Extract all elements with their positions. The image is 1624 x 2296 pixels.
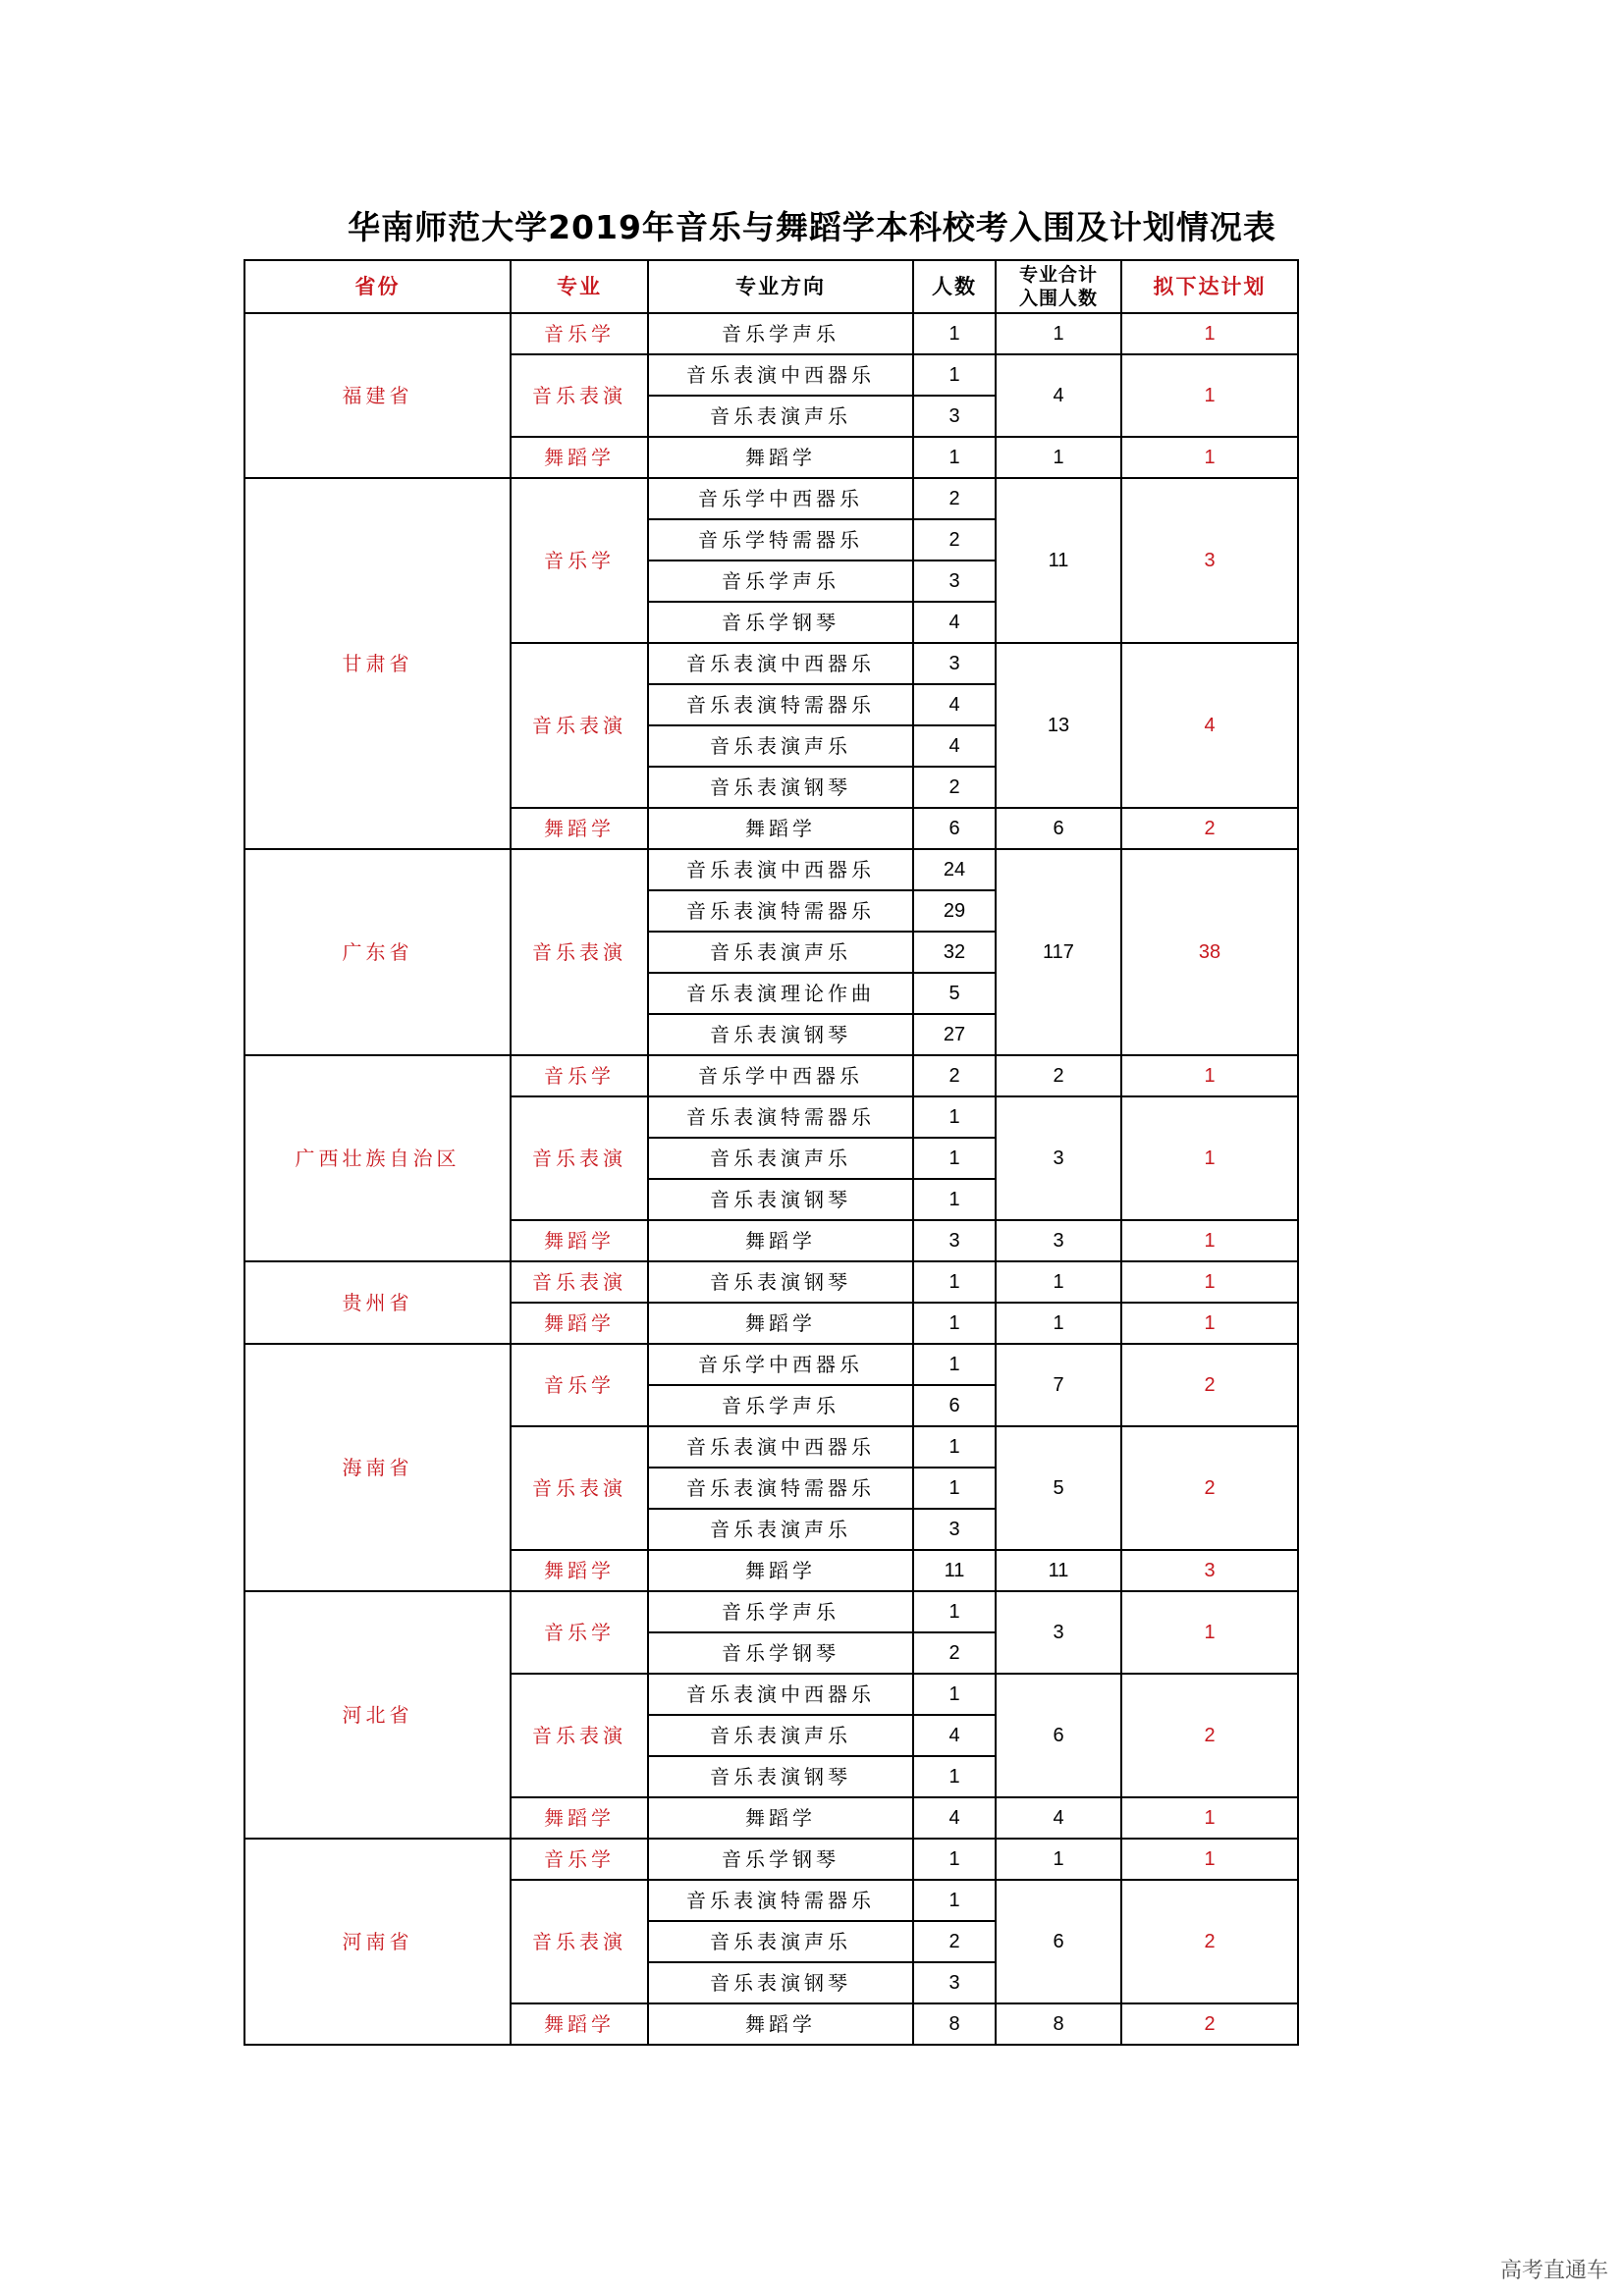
count-cell: 4 (913, 725, 996, 767)
province-cell: 河北省 (244, 1591, 511, 1839)
count-cell: 4 (913, 1715, 996, 1756)
header-row (244, 260, 1298, 313)
direction-cell: 音乐学特需器乐 (648, 519, 913, 561)
header-major: 专业 (511, 260, 648, 313)
major-total-cell: 2 (996, 1055, 1121, 1096)
count-cell: 29 (913, 890, 996, 932)
direction-cell: 音乐表演特需器乐 (648, 1096, 913, 1138)
plan-cell: 2 (1121, 1344, 1298, 1426)
table-row (244, 1591, 1298, 1632)
direction-cell: 舞蹈学 (648, 808, 913, 849)
major-total-cell: 3 (996, 1591, 1121, 1674)
direction-cell: 音乐学声乐 (648, 1385, 913, 1426)
major-cell: 舞蹈学 (511, 1303, 648, 1344)
major-cell: 舞蹈学 (511, 1797, 648, 1839)
direction-cell: 音乐表演钢琴 (648, 1261, 913, 1303)
major-total-cell: 1 (996, 1303, 1121, 1344)
plan-cell: 1 (1121, 437, 1298, 478)
direction-cell: 音乐表演特需器乐 (648, 1468, 913, 1509)
direction-cell: 舞蹈学 (648, 2003, 913, 2045)
direction-cell: 音乐学中西器乐 (648, 1344, 913, 1385)
direction-cell: 音乐表演钢琴 (648, 767, 913, 808)
major-cell: 音乐学 (511, 1344, 648, 1426)
major-cell: 音乐表演 (511, 1880, 648, 2003)
header-plan: 拟下达计划 (1121, 260, 1298, 313)
count-cell: 2 (913, 767, 996, 808)
major-cell: 音乐学 (511, 478, 648, 643)
plan-cell: 1 (1121, 1591, 1298, 1674)
direction-cell: 音乐学声乐 (648, 561, 913, 602)
count-cell: 3 (913, 396, 996, 437)
plan-cell: 4 (1121, 643, 1298, 808)
major-total-cell: 8 (996, 2003, 1121, 2045)
count-cell: 1 (913, 1344, 996, 1385)
table-row (244, 1055, 1298, 1096)
table-row (244, 849, 1298, 890)
direction-cell: 音乐表演声乐 (648, 396, 913, 437)
count-cell: 1 (913, 1756, 996, 1797)
major-cell: 舞蹈学 (511, 437, 648, 478)
count-cell: 1 (913, 1674, 996, 1715)
direction-cell: 音乐表演特需器乐 (648, 1880, 913, 1921)
major-cell: 舞蹈学 (511, 808, 648, 849)
direction-cell: 舞蹈学 (648, 437, 913, 478)
direction-cell: 舞蹈学 (648, 1550, 913, 1591)
plan-cell: 1 (1121, 1096, 1298, 1220)
direction-cell: 音乐表演声乐 (648, 1138, 913, 1179)
plan-cell: 1 (1121, 1055, 1298, 1096)
direction-cell: 音乐表演钢琴 (648, 1962, 913, 2003)
major-total-cell: 7 (996, 1344, 1121, 1426)
direction-cell: 音乐表演特需器乐 (648, 684, 913, 725)
plan-cell: 1 (1121, 1261, 1298, 1303)
plan-cell: 1 (1121, 1303, 1298, 1344)
count-cell: 24 (913, 849, 996, 890)
plan-cell: 1 (1121, 354, 1298, 437)
plan-cell: 2 (1121, 808, 1298, 849)
province-cell: 广西壮族自治区 (244, 1055, 511, 1261)
table-row (244, 313, 1298, 354)
direction-cell: 音乐学声乐 (648, 1591, 913, 1632)
count-cell: 3 (913, 1962, 996, 2003)
header-province: 省份 (244, 260, 511, 313)
plan-cell: 1 (1121, 1797, 1298, 1839)
direction-cell: 舞蹈学 (648, 1303, 913, 1344)
header-count: 人数 (913, 260, 996, 313)
count-cell: 4 (913, 602, 996, 643)
count-cell: 1 (913, 1591, 996, 1632)
direction-cell: 音乐表演钢琴 (648, 1014, 913, 1055)
direction-cell: 音乐表演声乐 (648, 1715, 913, 1756)
count-cell: 1 (913, 1426, 996, 1468)
direction-cell: 音乐表演钢琴 (648, 1756, 913, 1797)
major-cell: 舞蹈学 (511, 2003, 648, 2045)
direction-cell: 音乐学钢琴 (648, 1839, 913, 1880)
count-cell: 6 (913, 808, 996, 849)
count-cell: 8 (913, 2003, 996, 2045)
major-total-cell: 1 (996, 313, 1121, 354)
major-total-cell: 6 (996, 1880, 1121, 2003)
count-cell: 2 (913, 1055, 996, 1096)
major-cell: 音乐学 (511, 1055, 648, 1096)
watermark: 高考直通车 (1499, 2259, 1608, 2283)
direction-cell: 音乐表演中西器乐 (648, 1426, 913, 1468)
direction-cell: 音乐表演特需器乐 (648, 890, 913, 932)
direction-cell: 音乐学声乐 (648, 313, 913, 354)
major-cell: 音乐表演 (511, 354, 648, 437)
direction-cell: 音乐学钢琴 (648, 1632, 913, 1674)
direction-cell: 音乐学中西器乐 (648, 478, 913, 519)
page-title: 华南师范大学2019年音乐与舞蹈学本科校考入围及计划情况表 (348, 208, 1276, 246)
direction-cell: 音乐表演声乐 (648, 1509, 913, 1550)
direction-cell: 舞蹈学 (648, 1220, 913, 1261)
major-cell: 音乐表演 (511, 1426, 648, 1550)
province-cell: 海南省 (244, 1344, 511, 1591)
count-cell: 5 (913, 973, 996, 1014)
count-cell: 32 (913, 932, 996, 973)
direction-cell: 音乐表演中西器乐 (648, 354, 913, 396)
major-cell: 音乐表演 (511, 1674, 648, 1797)
direction-cell: 音乐表演中西器乐 (648, 849, 913, 890)
admission-table (244, 259, 1299, 2046)
plan-cell: 2 (1121, 1674, 1298, 1797)
major-total-cell: 11 (996, 478, 1121, 643)
major-cell: 音乐学 (511, 1591, 648, 1674)
count-cell: 3 (913, 561, 996, 602)
major-total-cell: 117 (996, 849, 1121, 1055)
major-total-cell: 4 (996, 1797, 1121, 1839)
direction-cell: 音乐表演声乐 (648, 1921, 913, 1962)
plan-cell: 38 (1121, 849, 1298, 1055)
direction-cell: 音乐表演声乐 (648, 725, 913, 767)
direction-cell: 音乐表演中西器乐 (648, 1674, 913, 1715)
count-cell: 27 (913, 1014, 996, 1055)
direction-cell: 音乐学中西器乐 (648, 1055, 913, 1096)
plan-cell: 3 (1121, 1550, 1298, 1591)
major-total-cell: 11 (996, 1550, 1121, 1591)
major-cell: 舞蹈学 (511, 1220, 648, 1261)
count-cell: 2 (913, 478, 996, 519)
major-cell: 音乐表演 (511, 643, 648, 808)
table-row (244, 1261, 1298, 1303)
count-cell: 1 (913, 1839, 996, 1880)
count-cell: 1 (913, 313, 996, 354)
direction-cell: 音乐表演理论作曲 (648, 973, 913, 1014)
count-cell: 1 (913, 437, 996, 478)
count-cell: 1 (913, 1261, 996, 1303)
count-cell: 1 (913, 1303, 996, 1344)
count-cell: 2 (913, 1632, 996, 1674)
count-cell: 2 (913, 1921, 996, 1962)
header-major-total: 专业合计 入围人数 (996, 260, 1121, 313)
major-cell: 音乐学 (511, 1839, 648, 1880)
count-cell: 1 (913, 1880, 996, 1921)
major-total-cell: 1 (996, 437, 1121, 478)
major-total-cell: 4 (996, 354, 1121, 437)
count-cell: 4 (913, 1797, 996, 1839)
major-total-cell: 6 (996, 1674, 1121, 1797)
major-total-cell: 5 (996, 1426, 1121, 1550)
major-total-cell: 13 (996, 643, 1121, 808)
plan-cell: 2 (1121, 1426, 1298, 1550)
table-row (244, 478, 1298, 519)
plan-cell: 2 (1121, 2003, 1298, 2045)
plan-cell: 1 (1121, 1839, 1298, 1880)
count-cell: 11 (913, 1550, 996, 1591)
major-cell: 音乐表演 (511, 1261, 648, 1303)
major-total-cell: 6 (996, 808, 1121, 849)
major-total-cell: 3 (996, 1096, 1121, 1220)
count-cell: 1 (913, 1179, 996, 1220)
plan-cell: 1 (1121, 1220, 1298, 1261)
count-cell: 3 (913, 643, 996, 684)
header-direction: 专业方向 (648, 260, 913, 313)
direction-cell: 舞蹈学 (648, 1797, 913, 1839)
plan-cell: 1 (1121, 313, 1298, 354)
province-cell: 河南省 (244, 1839, 511, 2045)
count-cell: 2 (913, 519, 996, 561)
count-cell: 3 (913, 1509, 996, 1550)
province-cell: 贵州省 (244, 1261, 511, 1344)
major-cell: 音乐表演 (511, 1096, 648, 1220)
table-row (244, 1839, 1298, 1880)
major-cell: 舞蹈学 (511, 1550, 648, 1591)
plan-cell: 3 (1121, 478, 1298, 643)
major-cell: 音乐学 (511, 313, 648, 354)
count-cell: 3 (913, 1220, 996, 1261)
direction-cell: 音乐表演声乐 (648, 932, 913, 973)
major-cell: 音乐表演 (511, 849, 648, 1055)
province-cell: 甘肃省 (244, 478, 511, 849)
direction-cell: 音乐表演钢琴 (648, 1179, 913, 1220)
major-total-cell: 3 (996, 1220, 1121, 1261)
table-row (244, 1344, 1298, 1385)
direction-cell: 音乐表演中西器乐 (648, 643, 913, 684)
count-cell: 1 (913, 1138, 996, 1179)
province-cell: 福建省 (244, 313, 511, 478)
plan-cell: 2 (1121, 1880, 1298, 2003)
count-cell: 1 (913, 1468, 996, 1509)
major-total-cell: 1 (996, 1261, 1121, 1303)
count-cell: 4 (913, 684, 996, 725)
major-total-cell: 1 (996, 1839, 1121, 1880)
direction-cell: 音乐学钢琴 (648, 602, 913, 643)
province-cell: 广东省 (244, 849, 511, 1055)
count-cell: 6 (913, 1385, 996, 1426)
count-cell: 1 (913, 1096, 996, 1138)
count-cell: 1 (913, 354, 996, 396)
